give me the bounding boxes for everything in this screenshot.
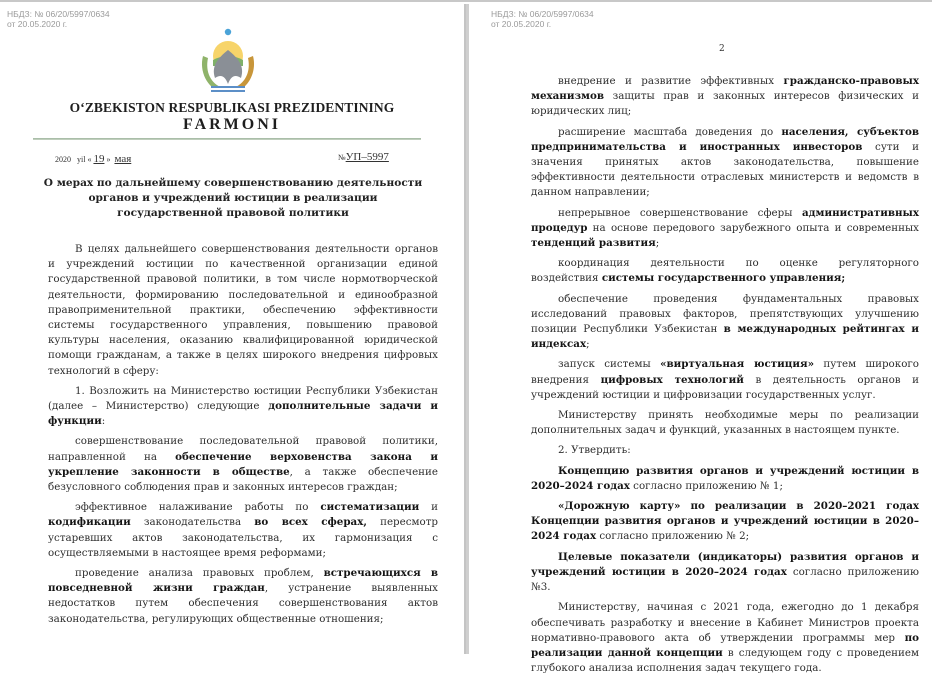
paragraph <box>531 292 919 353</box>
emphasized-text: «Дорожную карту» по реализации в 2020–2021 годах Концепции развития органов и учреждений юстиции в 2020–2024 годах <box>531 500 919 543</box>
decree-number <box>338 151 389 163</box>
page-2-body <box>531 74 919 681</box>
paragraph <box>531 499 919 545</box>
text-run: совершенствование последовательной правовой политики, направленной на <box>48 435 438 463</box>
text-run: согласно приложению № 2; <box>596 530 750 543</box>
paragraph <box>48 384 438 430</box>
date-yil-label: yil « <box>77 155 92 164</box>
document-type: FARMONI <box>182 116 282 133</box>
emphasized-text: по реализации данной концепции <box>531 631 919 659</box>
text-run: на основе передового зарубежного опыта и современных <box>587 221 919 234</box>
emphasized-text: обеспечение верховенства закона и укрепление законности в обществе <box>48 450 438 478</box>
text-run: пересмотр устаревших актов законодательства, их гармонизация с осуществляемыми в настоящее время реформами; <box>48 516 438 559</box>
stamp-date: от 20.05.2020 г. <box>7 19 68 29</box>
text-run: законодательства <box>130 516 255 529</box>
text-run: обеспечение проведения фундаментальных правовых исследований правовых факторов, препятствующих улучшению позиции Республики Узбекистан <box>531 292 919 336</box>
emphasized-text: Целевые показатели (индикаторы) развития органов и учреждений юстиции в 2020–2024 годах <box>531 550 919 578</box>
text-run: путем широкого внедрения <box>531 358 919 386</box>
page-2 <box>466 4 935 675</box>
paragraph <box>48 242 438 379</box>
paragraph <box>531 443 919 458</box>
date-close: » <box>106 155 111 164</box>
date-row <box>55 153 395 165</box>
paragraph <box>531 206 919 252</box>
text-run: и <box>419 501 439 514</box>
text-run: непрерывное совершенствование сферы <box>558 206 803 219</box>
emphasized-text: кодификации <box>48 516 131 529</box>
stamp-number: НБДЗ: № 06/20/5997/0634 <box>491 9 594 19</box>
emblem-ribbon-stripe <box>211 88 245 90</box>
text-run: ; <box>655 237 660 250</box>
date-month: мая <box>114 153 132 165</box>
emphasized-text: во всех сферах, <box>254 516 367 529</box>
document-title: О мерах по дальнейшему совершенствованию деятельности органов и учреждений юстиции в реализации государственной правовой политики <box>43 177 423 219</box>
text-run: : <box>101 415 106 428</box>
text-run: , устранение выявленных недостатков путем обеспечения совершенствования актов законодательства, регулирующих общественные отношения; <box>48 582 438 625</box>
text-run: ; <box>586 338 590 351</box>
paragraph <box>48 434 438 495</box>
text-run: эффективное налаживание работы по <box>75 501 321 514</box>
stamp-number: НБДЗ: № 06/20/5997/0634 <box>7 9 110 19</box>
paragraph <box>531 408 919 438</box>
decree-number-prefix: № <box>338 153 346 162</box>
date-year: 2020 <box>55 155 71 164</box>
text-run: внедрение и развитие эффективных <box>558 75 784 87</box>
issuer-title: O‘ZBEKISTON RESPUBLIKASI PREZIDENTINING <box>69 100 395 115</box>
paragraph <box>531 74 919 120</box>
emphasized-text: гражданско-правовых механизмов <box>531 75 919 103</box>
paragraph <box>531 357 919 403</box>
uzbekistan-state-emblem-icon <box>193 26 263 98</box>
text-run: расширение масштаба доведения до <box>558 125 782 138</box>
text-run: координация деятельности по оценке регуляторного воздействия <box>531 257 919 285</box>
emphasized-text: цифровых технологий <box>600 373 744 386</box>
emphasized-text: административных процедур <box>531 206 919 234</box>
emphasized-text: «виртуальная юстиция» <box>660 358 815 371</box>
stamp-date: от 20.05.2020 г. <box>491 19 552 29</box>
text-run: согласно приложению № 1; <box>629 479 783 492</box>
paragraph <box>531 600 919 676</box>
page-1-body <box>48 242 438 632</box>
text-run: проведение анализа правовых проблем, <box>75 567 324 580</box>
emphasized-text: систематизации <box>320 501 420 514</box>
emblem-star <box>225 29 231 35</box>
text-run: сути и значения принятых актов законодательства, повышение эффективности деятельности отраслевых министерств и ведомств в данном направлении; <box>531 140 919 199</box>
text-run: согласно приложению №3. <box>531 565 919 594</box>
emphasized-text: Концепцию развития органов и учреждений юстиции в 2020–2024 годах <box>531 464 919 492</box>
text-run: В целях дальнейшего совершенствования деятельности органов и учреждений юстиции по качественной организации единой государственной правовой политики, в том числе нормотворческой деятельности, формированию последовательной и единообразной правоприменительной практики, обеспечению эффективности системы государственного управления, повышению правовой культуры населения, оказанию квалифицированной юридической помощи гражданам, а также в целях широкого внедрения цифровых технологий в сферу: <box>48 243 438 377</box>
text-run: Министерству принять необходимые меры по реализации дополнительных задач и функций, указанных в настоящем пункте. <box>531 409 919 437</box>
emphasized-text: дополнительные задачи и функции <box>48 400 438 428</box>
text-run: запуск системы <box>558 358 661 371</box>
emphasized-text: системы государственного управления; <box>601 272 846 285</box>
paragraph <box>531 550 919 596</box>
paragraph <box>531 464 919 494</box>
text-run: 1. Возложить на Министерство юстиции Республики Узбекистан (далее – Министерство) следующие <box>48 384 438 413</box>
text-run: Министерству, начиная с 2021 года, ежегодно до 1 декабря обеспечивать разработку и внесение в Кабинет Министров проекта нормативно-правового акта об утверждении программы мер <box>531 601 919 644</box>
emphasized-text: встречающихся в повседневной жизни граждан <box>48 567 438 595</box>
paragraph <box>48 500 438 561</box>
paragraph <box>531 256 919 286</box>
paragraph <box>48 566 438 627</box>
text-run: 2. Утвердить: <box>558 444 631 457</box>
date-day: 19 <box>93 153 105 165</box>
decree-number-value: УП–5997 <box>345 151 389 163</box>
emphasized-text: населения, субъектов предпринимательства и иностранных инвесторов <box>531 125 919 153</box>
emphasized-text: тенденций развития <box>531 237 656 250</box>
registration-stamp <box>491 9 594 29</box>
text-run: в деятельность органов и учреждений юстиции и цифровизации государственных услуг. <box>531 373 919 401</box>
text-run: , а также обеспечение безусловного соблюдения прав и законных интересов граждан; <box>48 465 438 494</box>
emphasized-text: в международных рейтингах и индексах <box>531 323 919 351</box>
paragraph <box>531 125 919 201</box>
page-1 <box>0 4 466 654</box>
text-run: в следующем году с проведением глубокого анализа исполнения задач текущего года. <box>531 646 919 675</box>
header-divider <box>33 138 421 140</box>
page-number: 2 <box>719 44 725 54</box>
text-run: защиты прав и законных интересов физических и юридических лиц; <box>531 90 919 118</box>
registration-stamp <box>7 9 110 29</box>
